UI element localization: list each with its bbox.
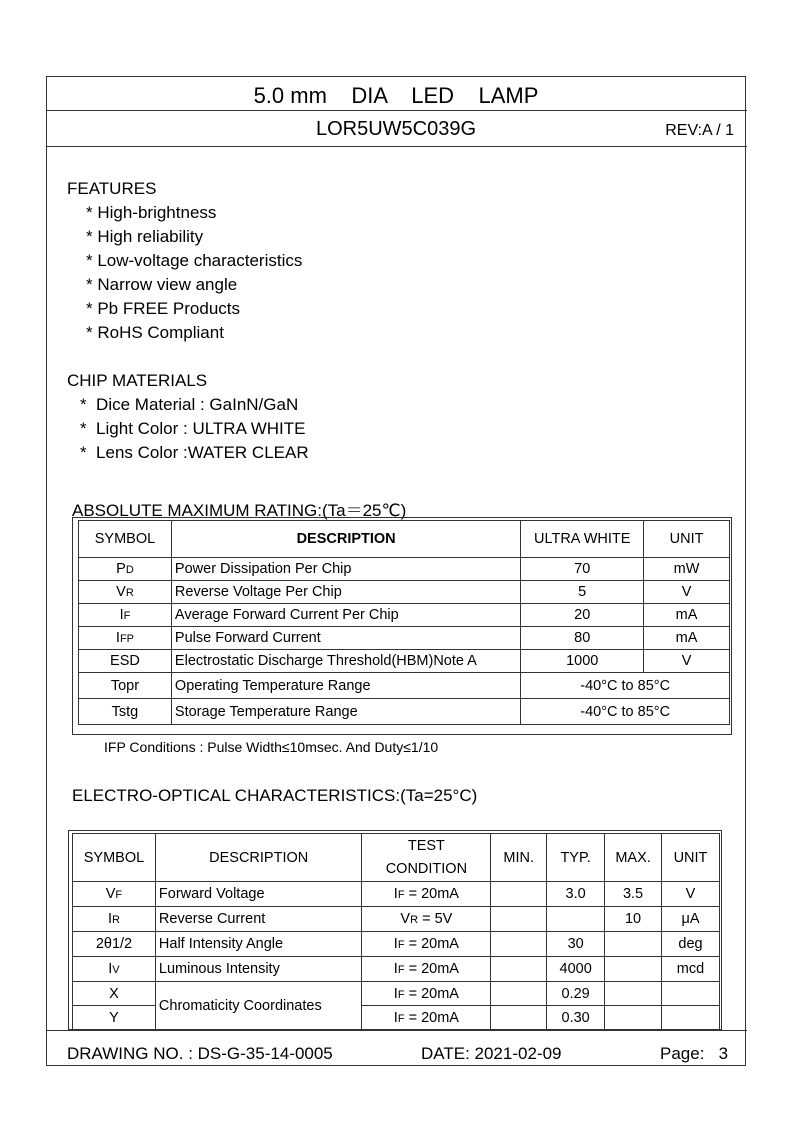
unit: V — [644, 581, 730, 604]
drawing-number: DRAWING NO. : DS-G-35-14-0005 — [67, 1044, 333, 1063]
col-header: MAX. — [605, 834, 662, 882]
col-header: TYP. — [547, 834, 605, 882]
cond-value: = 20mA — [404, 1009, 459, 1026]
symbol: Tstg — [79, 699, 172, 725]
min — [491, 957, 547, 982]
ifp-note: IFP Conditions : Pulse Width≤10msec. And Duty≤1/10 — [104, 739, 439, 755]
symbol: V — [116, 584, 126, 600]
symbol: I — [107, 911, 112, 927]
description: Luminous Intensity — [155, 957, 362, 982]
description: Pulse Forward Current — [171, 627, 520, 650]
description: Chromaticity Coordinates — [155, 982, 362, 1030]
table-row — [79, 650, 730, 673]
symbol: I — [115, 630, 120, 646]
table-row — [73, 882, 720, 907]
cond-value: = 20mA — [404, 936, 459, 952]
symbol: Y — [73, 1006, 156, 1030]
divider — [46, 110, 747, 111]
value: -40°C to 85°C — [521, 673, 730, 699]
eo-table — [72, 833, 720, 1030]
symbol: I — [119, 607, 124, 623]
chip-heading: CHIP MATERIALS — [67, 371, 208, 390]
min — [491, 882, 547, 907]
symbol-sub: F — [115, 889, 123, 901]
symbol: V — [105, 886, 116, 902]
table-row — [73, 932, 720, 957]
unit: mcd — [662, 957, 720, 982]
cond-symbol: I — [393, 961, 398, 977]
max — [605, 932, 662, 957]
cond-symbol: I — [393, 936, 398, 952]
symbol: I — [108, 961, 113, 977]
table-row — [79, 558, 730, 581]
chip-item: * Light Color : ULTRA WHITE — [80, 419, 306, 438]
cond-symbol: V — [400, 911, 411, 927]
value: 80 — [521, 627, 644, 650]
features-heading: FEATURES — [67, 179, 157, 198]
chip-item: * Lens Color :WATER CLEAR — [80, 443, 309, 462]
description: Storage Temperature Range — [171, 699, 520, 725]
col-header — [362, 834, 491, 882]
symbol: X — [73, 982, 156, 1006]
table-row — [79, 604, 730, 627]
cond-value: = 5V — [418, 911, 453, 927]
typ: 0.29 — [547, 982, 605, 1006]
description: Operating Temperature Range — [171, 673, 520, 699]
cond-sub: F — [397, 939, 405, 951]
cond-symbol: I — [393, 886, 398, 902]
cond-sub: F — [397, 889, 405, 901]
description: Power Dissipation Per Chip — [171, 558, 520, 581]
description: Reverse Voltage Per Chip — [171, 581, 520, 604]
abs-table — [78, 520, 730, 725]
part-number: LOR5UW5C039G — [315, 118, 477, 140]
table-row — [79, 673, 730, 699]
typ: 3.0 — [547, 882, 605, 907]
col-header: ULTRA WHITE — [521, 521, 644, 558]
cond-sub: F — [397, 1012, 405, 1025]
col-header: SYMBOL — [79, 521, 172, 558]
description: Electrostatic Discharge Threshold(HBM)Note A — [171, 650, 520, 673]
divider — [46, 146, 747, 147]
condition-label: CONDITION — [385, 860, 468, 877]
symbol-sub: F — [123, 610, 131, 622]
col-header: UNIT — [662, 834, 720, 882]
table-row — [79, 627, 730, 650]
typ: 4000 — [547, 957, 605, 982]
typ — [547, 907, 605, 932]
symbol-sub: D — [125, 564, 134, 576]
feature-item: * Low-voltage characteristics — [86, 251, 303, 270]
table-row — [79, 581, 730, 604]
unit: V — [662, 882, 720, 907]
col-header: DESCRIPTION — [171, 521, 520, 558]
cond-sub: F — [397, 964, 405, 976]
chip-item: * Dice Material : GaInN/GaN — [80, 395, 299, 414]
cond-value: = 20mA — [404, 985, 459, 1002]
symbol: P — [116, 561, 126, 577]
min — [491, 907, 547, 932]
symbol: ESD — [110, 653, 140, 669]
max — [605, 957, 662, 982]
symbol-sub: R — [112, 914, 120, 926]
test-label: TEST — [407, 837, 445, 854]
typ: 0.30 — [547, 1006, 605, 1030]
cond-sub: F — [397, 988, 405, 1001]
min — [491, 932, 547, 957]
value: 20 — [521, 604, 644, 627]
table-row — [73, 982, 720, 1006]
cond-symbol: I — [393, 985, 398, 1002]
cond-sub: R — [410, 914, 419, 926]
page-number: Page: 3 — [660, 1044, 729, 1063]
typ: 30 — [547, 932, 605, 957]
value: 70 — [521, 558, 644, 581]
symbol: 2θ1/2 — [95, 936, 133, 952]
value: 1000 — [521, 650, 644, 673]
description: Reverse Current — [155, 907, 362, 932]
col-header: SYMBOL — [73, 834, 156, 882]
table-row — [73, 907, 720, 932]
value: 5 — [521, 581, 644, 604]
description: Half Intensity Angle — [155, 932, 362, 957]
feature-item: * Pb FREE Products — [86, 299, 241, 318]
eo-heading: ELECTRO-OPTICAL CHARACTERISTICS:(Ta=25°C) — [72, 786, 478, 805]
cond-symbol: I — [393, 1009, 398, 1026]
feature-item: * Narrow view angle — [86, 275, 238, 294]
description: Average Forward Current Per Chip — [171, 604, 520, 627]
unit: mA — [644, 604, 730, 627]
feature-item: * RoHS Compliant — [86, 323, 224, 342]
col-header: MIN. — [491, 834, 547, 882]
divider — [46, 1030, 747, 1031]
unit: V — [644, 650, 730, 673]
max: 10 — [605, 907, 662, 932]
unit: deg — [662, 932, 720, 957]
col-header: UNIT — [644, 521, 730, 558]
symbol: Topr — [79, 673, 172, 699]
doc-title: 5.0 mm DIA LED LAMP — [253, 83, 539, 108]
abs-heading: ABSOLUTE MAXIMUM RATING:(Ta＝25℃) — [72, 501, 407, 520]
table-row — [79, 699, 730, 725]
unit: mA — [644, 627, 730, 650]
max: 3.5 — [605, 882, 662, 907]
date: DATE: 2021-02-09 — [421, 1044, 562, 1063]
symbol-sub: V — [112, 964, 120, 976]
feature-item: * High reliability — [86, 227, 204, 246]
symbol-sub: R — [125, 587, 134, 599]
col-header: DESCRIPTION — [155, 834, 362, 882]
revision: REV:A / 1 — [665, 122, 734, 139]
unit: mW — [644, 558, 730, 581]
description: Forward Voltage — [155, 882, 362, 907]
table-row — [73, 957, 720, 982]
cond-value: = 20mA — [404, 961, 459, 977]
symbol-sub: FP — [119, 633, 134, 645]
value: -40°C to 85°C — [521, 699, 730, 725]
feature-item: * High-brightness — [86, 203, 217, 222]
unit: μA — [662, 907, 720, 932]
cond-value: = 20mA — [404, 886, 459, 902]
